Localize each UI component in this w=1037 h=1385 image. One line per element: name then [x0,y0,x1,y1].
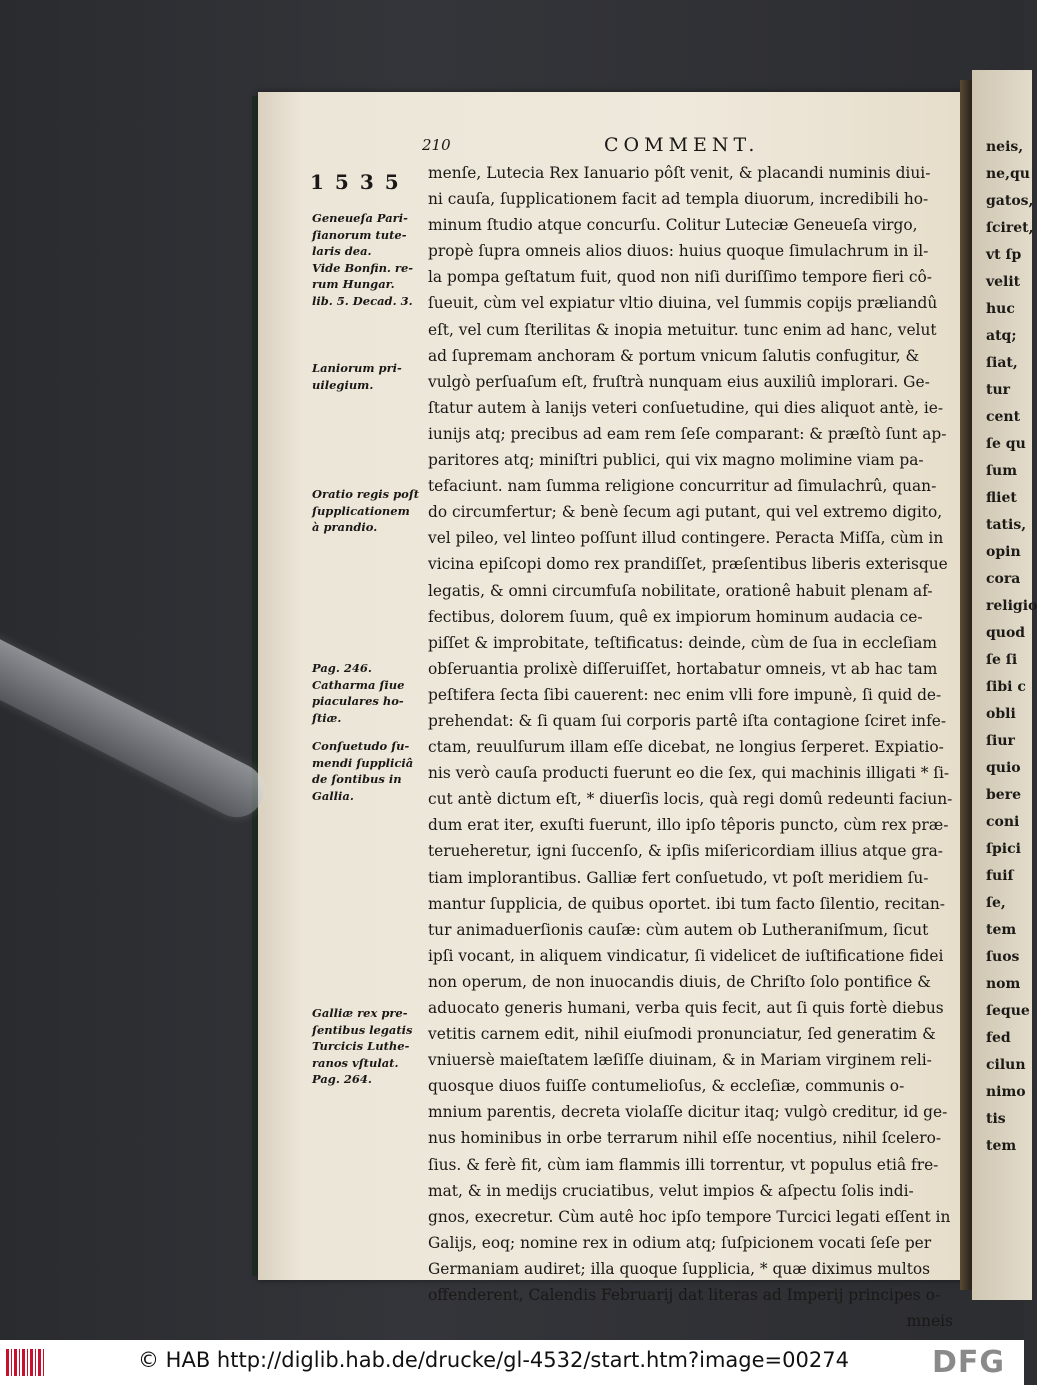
facing-page-fragment: cora [986,571,1021,587]
text-line: offenderent, Calendis Februarij dat literas ad Imperij principes o- [428,1286,941,1305]
facing-page-fragment: tatis, [986,517,1027,533]
margin-note [312,1005,430,1088]
text-line: tur animaduerſionis cauſæ: cùm autem ob Lutheraniſmum, ſicut [428,920,929,939]
catchword: mneis [906,1312,953,1331]
text-line: ad ſupremam anchoram & portum vnicum ſalutis confugitur, & [428,346,920,365]
facing-page-fragment: ſum [986,463,1018,479]
margin-note-line: Galliæ rex pre- [312,1006,408,1020]
facing-page-fragment: fliet [986,490,1017,506]
margin-note-line: ranos vſtulat. [312,1055,399,1070]
facing-page-fragment: fuiſ [986,868,1014,884]
page-header [422,134,952,158]
margin-note-line: Vide Bonfin. re- [312,260,414,275]
text-line: nus hominibus in orbe terrarum nihil eſſe nocentius, nihil ſcelero- [428,1129,942,1148]
text-line: vel pileo, vel linteo poſſunt illud contingere. Peracta Miſſa, cùm in [428,529,944,548]
text-line: Germaniam audiret; illa quoque ſupplicia, * quæ diximus multos [428,1259,931,1278]
facing-page-fragment: cilun [986,1057,1026,1073]
text-line: obſeruantia prolixè diſſeruiſſet, hortabatur omneis, vt ab hac tam [428,659,938,678]
text-line: nis verò cauſa producti fuerunt eo die ſex, qui machinis illigati * ſi- [428,764,950,783]
margin-note [312,360,430,393]
year-margin: 1535 [310,170,410,194]
facing-page-fragment: tem [986,1138,1017,1154]
text-line: menſe, Lutecia Rex Ianuario pôſt venit, & placandi numinis diui- [428,164,931,182]
facing-page-fragment: atq; [986,328,1017,344]
facing-page-fragment: tur [986,382,1011,398]
facing-page-fragment: gatos, [986,193,1034,209]
text-line: terueheretur, igni ſuccenſo, & ipſis miſericordiam illius atque gra- [428,842,943,861]
facing-page-fragment: fed [986,1030,1011,1046]
facing-page-fragment: nom [986,976,1021,992]
facing-page-edge [972,70,1037,1300]
text-line: ctam, reuulſurum illam eſſe dicebat, ne longius ſerperet. Expiatio- [428,738,944,757]
facing-page-text [972,70,1037,1160]
margin-note-line: Catharma ſiue [312,677,405,692]
facing-page-fragment: ſibi c [986,679,1026,695]
text-line: vicina epiſcopi domo rex prandiſſet, præſentibus liberis exterisque [428,555,948,574]
folio-number: 210 [422,136,451,154]
margin-note-line: ſupplicationem [312,503,410,518]
margin-note-line: à prandio. [312,520,378,534]
facing-page-fragment: ſciret, [986,220,1034,236]
text-line: ipſi vocant, in aliquem vindicatur, ſi videlicet de iuſtificatione fidei [428,946,944,965]
facing-page-fragment: vt ſp [986,247,1022,263]
margin-note-line: Conſuetudo ſu- [312,739,410,753]
text-line: tefaciunt. nam ſumma religione concurritur ad ſimulachrû, quan- [428,477,937,496]
margin-note-line: mendi ſuppliciâ [312,755,414,770]
text-line: prehendat: & ſi quam ſui corporis partê iſta contagione ſciret infe- [428,711,947,730]
text-line: dum erat iter, exuſti fuerunt, illo ipſo têporis puncto, cùm rex præ- [428,816,949,835]
text-line: ſius. & ferè fit, cùm iam flammis illi torrentur, vt populus etiâ fre- [428,1155,939,1174]
text-line: legatis, & omni circumfuſa nobilitate, orationê habuit plenam af- [428,581,933,600]
text-line: peſtifera ſecta ſibi cauerent: nec enim vlli fore impunè, ſi quid de- [428,685,942,704]
margin-note-line: lib. 5. Decad. 3. [312,293,413,308]
facing-page-fragment: huc [986,301,1015,317]
margin-note-line: laris dea. [312,244,372,258]
text-line: piſſet & improbitate, teſtificatus: deinde, cùm de ſua in eccleſiam [428,633,937,652]
margin-note-line: Geneueſa Pari- [312,211,408,225]
facing-page-fragment: quio [986,760,1021,776]
margin-note [312,486,430,536]
text-line: iunijs atq; precibus ad eam rem ſeſe comparant: & præſtò ſunt ap- [428,424,947,443]
facing-page-fragment: nimo [986,1084,1026,1100]
text-line: paritores atq; miniſtri publici, qui vix magno molimine viam pa- [428,451,924,470]
margin-note-line: Oratio regis poſt [312,487,420,501]
margin-note [312,210,430,309]
facing-page-fragment: ſiur [986,733,1015,749]
facing-page-fragment: tem [986,922,1017,938]
facing-page-fragment: opin [986,544,1021,560]
facing-page-fragment: velit [986,274,1021,290]
text-line: aduocato generis humani, verba quis fecit, aut ſi quis fortè diebus [428,999,944,1017]
facing-page-fragment: ſuos [986,949,1020,965]
dfg-logo: DFG [932,1345,1006,1380]
margin-note-line: rum Hungar. [312,277,395,291]
margin-note-line: uilegium. [312,377,374,392]
text-line: quosque diuos fuiſſe contumelioſus, & eccleſiæ, communis o- [428,1077,905,1096]
text-line: fectibus, dolorem ſuum, quê ex impiorum hominum audacia ce- [428,607,923,626]
facing-page-fragment: tis [986,1111,1006,1127]
text-line: mat, & in medijs cruciatibus, velut impios & aſpectu ſolis indi- [428,1181,914,1200]
margin-note-line: Pag. 246. [312,661,372,675]
margin-note [312,738,430,804]
text-line: minum ſtudio atque concurſu. Colitur Luteciæ Geneueſa virgo, [428,216,918,235]
copyright-link[interactable]: © HAB http://diglib.hab.de/drucke/gl-4532/start.htm?image=00274 [138,1348,849,1372]
text-line: ſtatur autem à lanijs veteri conſuetudine, qui dies aliquot antè, ie- [428,398,944,417]
facing-page-fragment: religio [986,598,1037,614]
facing-page-fragment: ſe qu [986,436,1026,452]
text-line: mantur ſupplicia, de quibus oportet. ibi tum facto ſilentio, recitan- [428,894,945,913]
text-line: la pompa geſtatum fuit, quod non niſi duriſſimo tempore fieri cô- [428,268,932,287]
facing-page-fragment: coni [986,814,1020,830]
margin-note-line: ſianorum tute- [312,227,407,242]
margin-note-line: Laniorum pri- [312,361,402,375]
text-line: do circumfertur; & benè ſecum agi putant, qui vel extremo digito, [428,503,943,522]
glass-pointer [0,615,273,827]
facing-page-fragment: ſpici [986,841,1021,857]
margin-note-line: ſtiæ. [312,710,342,725]
text-line: tiam implorantibus. Galliæ fert conſuetudo, vt poſt meridiem ſu- [428,868,929,887]
text-line: eſt, vel cum ſterilitas & inopia metuitur. tunc enim ad hanc, velut [428,320,937,339]
body-text [428,160,953,1334]
margin-note-line: ſentibus legatis [312,1022,413,1037]
text-line: vniuersè maieſtatem læſiſſe diuinam, & in Mariam virginem reli- [428,1051,932,1070]
facing-page-fragment: ſiat, [986,355,1018,371]
text-line: mnium parentis, decreta violaſſe dicitur itaq; vulgò creditur, id ge- [428,1103,948,1122]
facing-page-fragment: ſe, [986,895,1006,911]
margin-note-line: Turcicis Luthe- [312,1039,410,1053]
margin-note-line: Pag. 264. [312,1072,372,1086]
text-line: gnos, execretur. Cùm autê hoc ipſo tempore Turcici legati eſſent in [428,1207,951,1226]
margin-note [312,660,430,726]
margin-note-line: Gallia. [312,788,354,803]
text-line: vetitis carnem edit, nihil eiuſmodi pronunciatur, ſed generatim & [428,1025,936,1044]
margin-note-line: piaculares ho- [312,694,404,708]
running-head: COMMENT. [604,134,760,156]
text-line: ni cauſa, ſupplicationem facit ad templa diuorum, incredibili ho- [428,190,929,209]
footer-bar [0,1340,1024,1385]
facing-page-fragment: ne,qu [986,166,1030,182]
text-line: non operum, de non inuocandis diuis, de Chriſto ſolo pontifice & [428,972,931,991]
text-line: ſueuit, cùm vel expiatur vltio diuina, vel ſummis copijs præliandû [428,294,938,313]
text-line: vulgò perſuaſum eſt, fruſtrà nunquam eius auxiliû implorari. Ge- [428,372,930,391]
margin-note-line: de ſontibus in [312,772,402,786]
text-line: propè ſupra omneis alios diuos: huius quoque ſimulachrum in il- [428,242,929,261]
hab-barcode-icon [6,1349,46,1376]
facing-page-fragment: ſe ſi [986,652,1018,668]
facing-page-fragment: quod [986,625,1026,641]
facing-page-fragment: obli [986,706,1016,722]
facing-page-fragment: neis, [986,139,1024,155]
facing-page-fragment: cent [986,409,1021,425]
facing-page-fragment: bere [986,787,1021,803]
text-line: cut antè dictum eſt, * diuerſis locis, quà regi domû redeunti faciun- [428,790,953,809]
text-line: Galijs, eoq; nomine rex in odium atq; ſuſpicionem vocati ſeſe per [428,1233,932,1252]
facing-page-fragment: ſeque [986,1003,1030,1019]
